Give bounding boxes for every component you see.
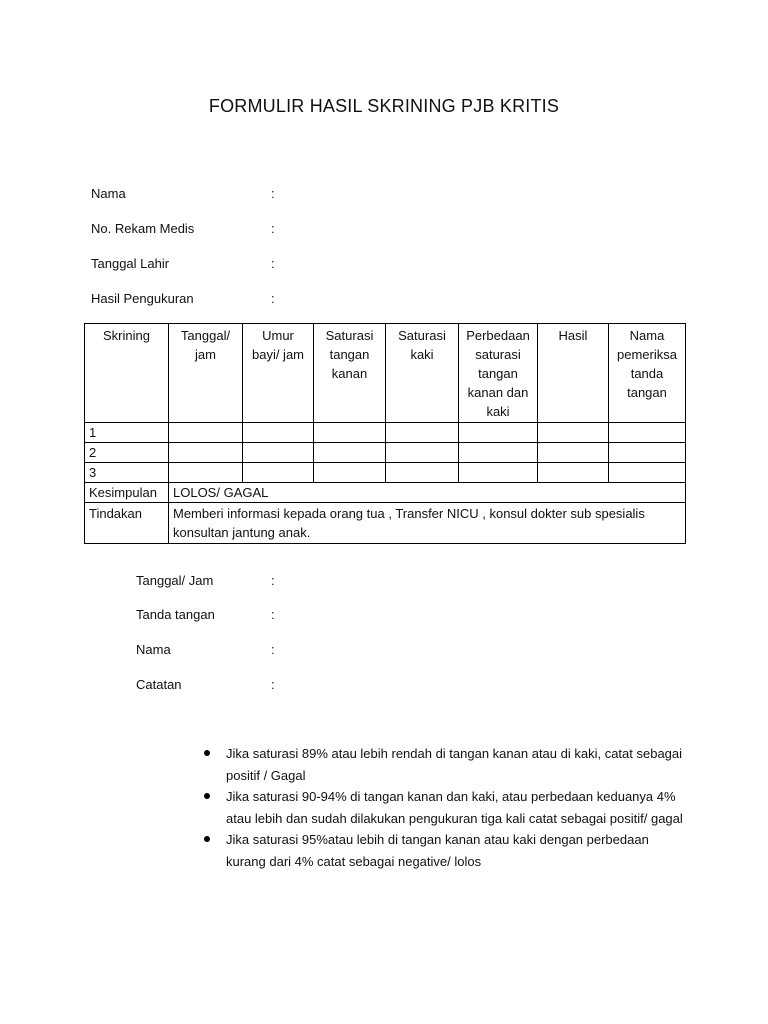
field-colon: : [271,573,275,588]
field-label: Catatan [136,677,182,692]
header-saturasi-tangan-kanan: Saturasi tangan kanan [314,324,386,423]
table-cell [386,423,459,443]
tindakan-value: Memberi informasi kepada orang tua , Transfer NICU , konsul dokter sub spesialis konsultan jantung anak. [169,503,686,544]
field-hasil-pengukuran [91,290,291,308]
field-label: Nama [136,642,171,657]
table-cell [386,443,459,463]
table-cell [314,443,386,463]
table-cell [538,423,609,443]
header-perbedaan-saturasi: Perbedaan saturasi tangan kanan dan kaki [459,324,538,423]
table-cell [538,443,609,463]
row-number: 2 [85,443,169,463]
table-cell [386,463,459,483]
kesimpulan-value: LOLOS/ GAGAL [169,483,686,503]
tindakan-row [85,503,686,544]
note-text: Jika saturasi 90-94% di tangan kanan dan kaki, atau perbedaan keduanya 4% atau lebih dan sudah dilakukan pengukuran tiga kali catat sebagai positif/ gagal [226,789,683,826]
list-item [204,829,684,872]
table-row [85,423,686,443]
row-number: 3 [85,463,169,483]
field-colon: : [271,291,275,306]
header-saturasi-kaki: Saturasi kaki [386,324,459,423]
field-colon: : [271,186,275,201]
table-row [85,463,686,483]
bullet-icon [204,836,210,842]
table-cell [609,423,686,443]
field-colon: : [271,607,275,622]
field-tanggal-jam [136,572,296,590]
header-nama-pemeriksa: Nama pemeriksa tanda tangan [609,324,686,423]
field-label: Tanggal/ Jam [136,573,214,588]
screening-table [84,323,686,544]
table-header-row [85,324,686,423]
table-cell [169,423,243,443]
bullet-icon [204,793,210,799]
header-skrining: Skrining [85,324,169,423]
field-label: Tanggal Lahir [91,256,170,271]
table-cell [243,463,314,483]
table-cell [314,463,386,483]
table-cell [243,443,314,463]
table-cell [609,463,686,483]
list-item [204,743,684,786]
field-catatan [136,676,296,694]
kesimpulan-label: Kesimpulan [85,483,169,503]
field-label: Nama [91,186,126,201]
field-colon: : [271,677,275,692]
row-number: 1 [85,423,169,443]
notes-list [204,743,684,872]
table-cell [459,423,538,443]
field-tanda-tangan [136,606,296,624]
note-text: Jika saturasi 95%atau lebih di tangan kanan atau kaki dengan perbedaan kurang dari 4% catat sebagai negative/ lolos [226,832,649,869]
field-nama [91,185,291,203]
field-tanggal-lahir [91,255,291,273]
field-colon: : [271,256,275,271]
bullet-icon [204,750,210,756]
header-hasil: Hasil [538,324,609,423]
header-tanggal-jam: Tanggal/ jam [169,324,243,423]
note-text: Jika saturasi 89% atau lebih rendah di tangan kanan atau di kaki, catat sebagai positif / Gagal [226,746,683,783]
field-colon: : [271,642,275,657]
table-cell [169,443,243,463]
field-no-rekam-medis [91,220,291,238]
field-label: Hasil Pengukuran [91,291,194,306]
field-colon: : [271,221,275,236]
table-cell [609,443,686,463]
table-cell [169,463,243,483]
table-cell [538,463,609,483]
field-nama-pemeriksa [136,641,296,659]
page-title: FORMULIR HASIL SKRINING PJB KRITIS [208,96,560,116]
kesimpulan-row [85,483,686,503]
table-row [85,443,686,463]
field-label: Tanda tangan [136,607,215,622]
list-item [204,786,684,829]
table-cell [243,423,314,443]
field-label: No. Rekam Medis [91,221,195,236]
table-cell [459,443,538,463]
table-cell [459,463,538,483]
header-umur-bayi: Umur bayi/ jam [243,324,314,423]
table-cell [314,423,386,443]
tindakan-label: Tindakan [85,503,169,544]
